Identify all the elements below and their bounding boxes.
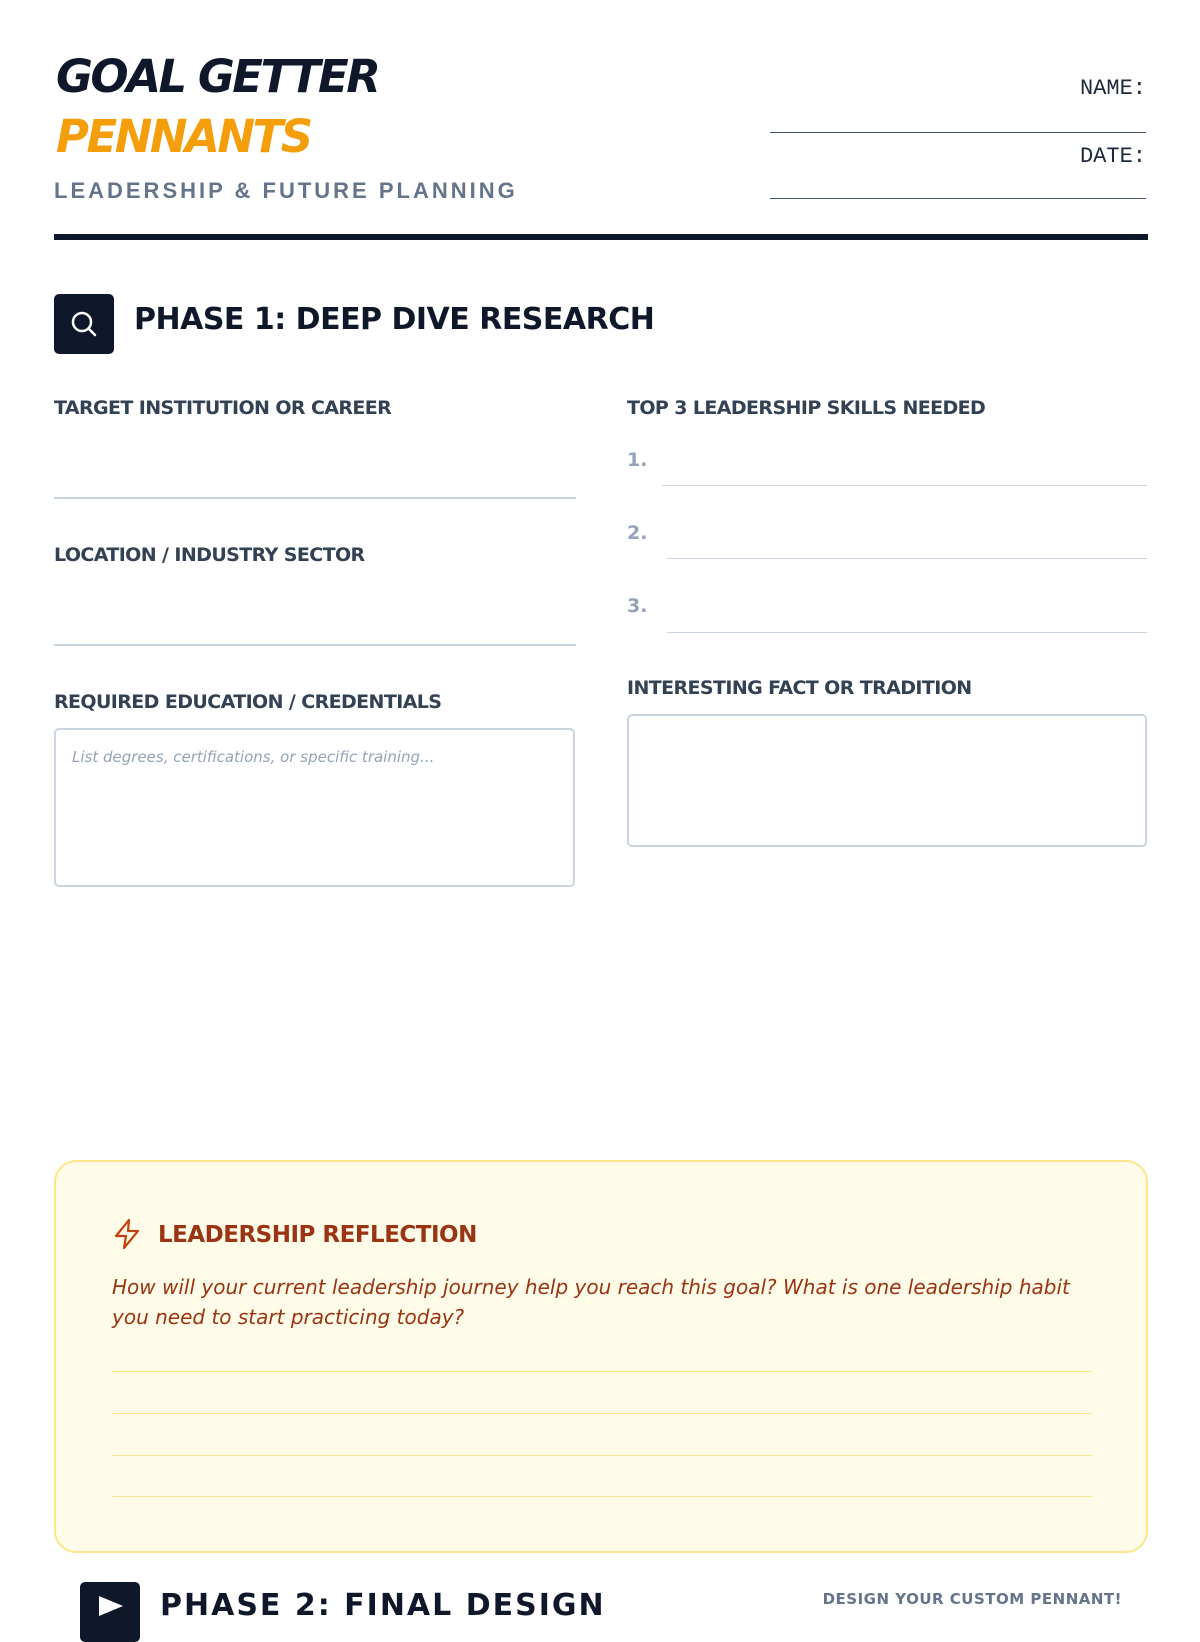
reflection-answer-line-3[interactable]: [112, 1455, 1092, 1456]
date-label: DATE:: [1079, 144, 1146, 169]
fact-textbox[interactable]: [627, 714, 1147, 847]
brand-title-accent: PENNANTS: [56, 110, 311, 163]
education-textbox[interactable]: [54, 728, 575, 887]
target-label: TARGET INSTITUTION OR CAREER: [54, 397, 392, 419]
reflection-answer-line-2[interactable]: [112, 1413, 1092, 1414]
skill-number-3: 3.: [627, 595, 648, 617]
reflection-answer-line-4[interactable]: [112, 1496, 1092, 1497]
fact-label: INTERESTING FACT OR TRADITION: [627, 677, 972, 699]
skill-field-3[interactable]: [667, 632, 1147, 633]
reflection-answer-line-1[interactable]: [112, 1371, 1092, 1372]
phase2-note: DESIGN YOUR CUSTOM PENNANT!: [822, 1590, 1122, 1608]
reflection-prompt: How will your current leadership journey help you reach this goal? What is one leadership habit you need to start practicing today?: [112, 1275, 1070, 1329]
lightning-icon: [112, 1218, 142, 1255]
skill-field-1[interactable]: [662, 485, 1147, 486]
location-field[interactable]: [54, 644, 576, 646]
search-icon: [54, 294, 114, 354]
name-field[interactable]: [770, 132, 1146, 133]
education-placeholder: List degrees, certifications, or specific training...: [72, 748, 435, 766]
header-divider: [54, 234, 1148, 240]
worksheet-subtitle: LEADERSHIP & FUTURE PLANNING: [54, 178, 518, 203]
reflection-title: LEADERSHIP REFLECTION: [158, 1222, 477, 1248]
phase1-title: PHASE 1: DEEP DIVE RESEARCH: [134, 302, 655, 337]
pennant-icon: [80, 1582, 140, 1642]
skills-label: TOP 3 LEADERSHIP SKILLS NEEDED: [627, 397, 986, 419]
phase2-title: PHASE 2: FINAL DESIGN: [160, 1588, 606, 1623]
location-label: LOCATION / INDUSTRY SECTOR: [54, 544, 365, 566]
date-field[interactable]: [770, 198, 1146, 199]
education-label: REQUIRED EDUCATION / CREDENTIALS: [54, 691, 442, 713]
brand-title: GOAL GETTER: [56, 50, 379, 103]
name-label: NAME:: [1079, 76, 1146, 101]
reflection-panel: [54, 1160, 1148, 1553]
target-field[interactable]: [54, 497, 576, 499]
skill-number-1: 1.: [627, 449, 648, 471]
skill-number-2: 2.: [627, 522, 648, 544]
skill-field-2[interactable]: [667, 558, 1147, 559]
